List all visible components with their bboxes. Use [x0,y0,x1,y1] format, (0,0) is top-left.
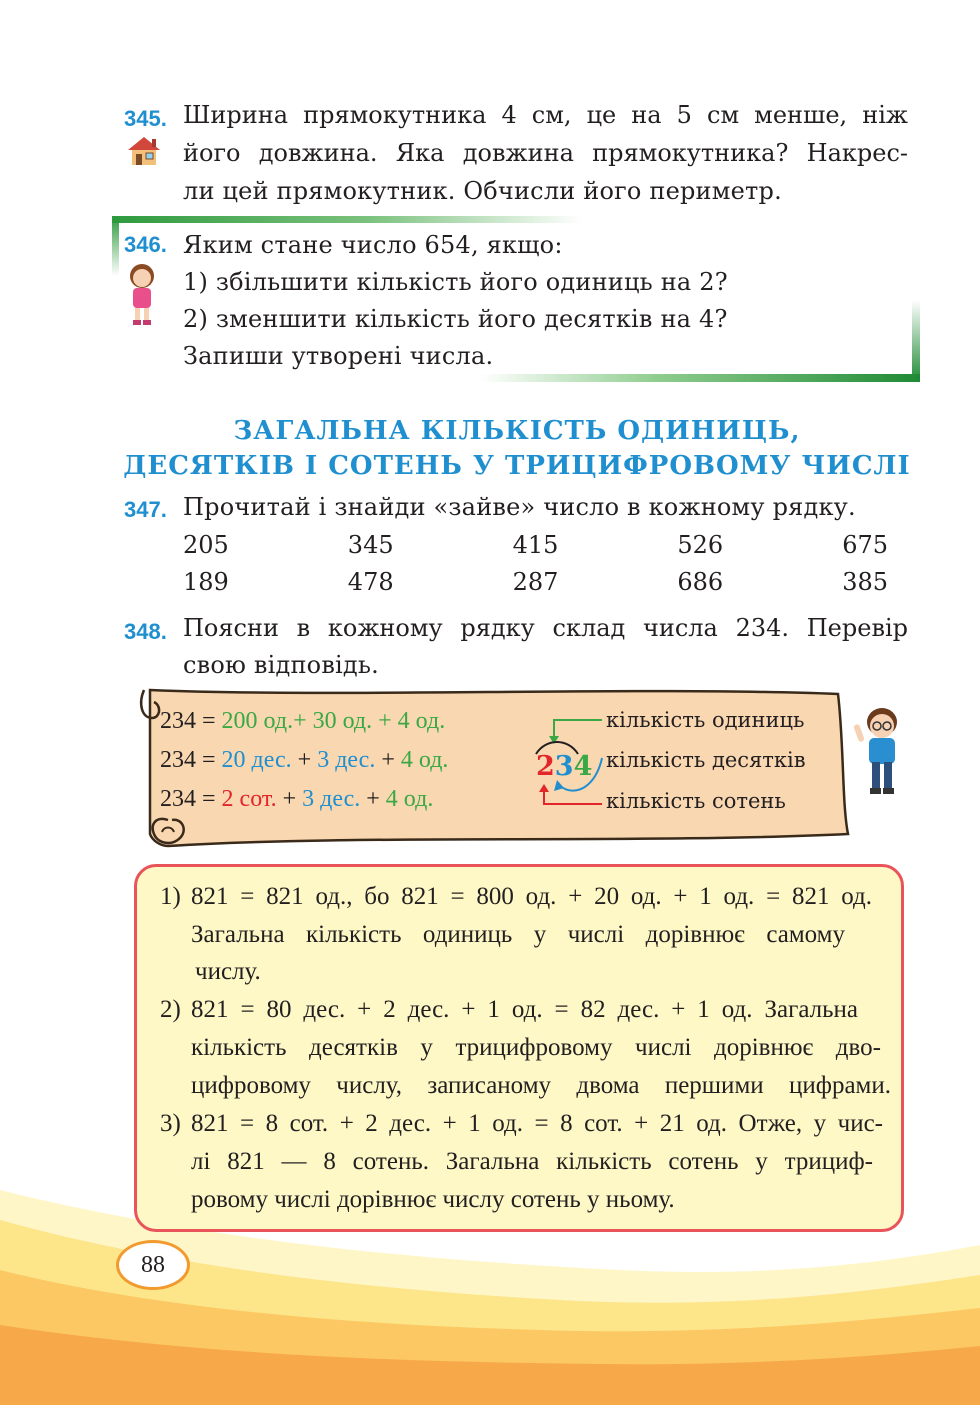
equation-operator: + [276,786,303,812]
rule-item-1-line-2: Загальна кількість одиниць у числі дорівнює самому [191,921,845,948]
equation-operator: + [360,786,386,812]
page-number: 88 [116,1240,190,1290]
label-tens: кількість десятків [606,748,806,772]
equation-term: + 4 од. [372,708,446,734]
exercise-347-row-1 [183,531,888,559]
label-ones: кількість одиниць [606,708,805,732]
rule-item-3-line-2: лі 821 — 8 сотень. Загальна кількість сотень у трициф- [191,1148,873,1175]
number-cell: 385 [842,568,888,596]
exercise-number-347: 347. [124,497,167,522]
equation-term: 3 дес. [317,747,376,773]
equation-term: 20 дес. [221,747,292,773]
number-234-digits [536,751,592,782]
equation-operator: + [375,747,401,773]
digit-hundreds: 2 [536,751,555,782]
exercise-346-line-2: 1) збільшити кількість його одиниць на 2? [183,268,728,296]
number-cell: 287 [512,568,559,596]
number-cell: 686 [677,568,724,596]
boy-illustration [852,702,908,798]
exercise-347-text: Прочитай і знайди «зайве» число в кожному рядку. [183,493,856,521]
exercise-346-line-3: 2) зменшити кількість його десятків на 4? [183,305,728,333]
digit-tens: 3 [554,751,574,782]
house-icon [126,135,162,167]
rule-item-3-marker: 3) [160,1110,181,1137]
equation-term: 3 дес. [302,786,361,812]
rule-item-3-line-1: 821 = 8 сот. + 2 дес. + 1 од. = 8 сот. + 21 од. Отже, у чис- [191,1110,883,1137]
equation-operator: + [291,747,318,773]
exercise-number-346: 346. [124,232,167,257]
number-cell: 415 [512,531,559,559]
number-cell: 478 [347,568,394,596]
scroll-equation-2 [160,747,448,774]
equation-term: + 30 од. [293,708,373,734]
rule-item-3-line-3: ровому числі дорівнює числу сотень у ньому. [191,1186,675,1213]
exercise-345-line-2: його довжина. Яка довжина прямокутника? Накрес- [183,139,908,167]
rule-item-2-line-1: 821 = 80 дес. + 2 дес. + 1 од. = 82 дес. + 1 од. Загальна [191,996,858,1023]
exercise-number-348: 348. [124,619,167,644]
exercise-346-frame-left [112,216,119,276]
section-heading-line-2: ДЕСЯТКІВ І СОТЕНЬ У ТРИЦИФРОВОМУ ЧИСЛІ [123,451,911,481]
number-cell: 205 [183,531,229,559]
equation-term: 2 сот. [221,786,277,812]
exercise-number-345: 345. [124,106,167,131]
exercise-345-line-1: Ширина прямокутника 4 см, це на 5 см менше, ніж [183,101,908,129]
exercise-346-frame-bottom [480,374,920,382]
equation-term: 4 од. [385,786,434,812]
section-heading-line-1: ЗАГАЛЬНА КІЛЬКІСТЬ ОДИНИЦЬ, [233,416,801,446]
exercise-345-line-3: ли цей прямокутник. Обчисли його периметр. [183,177,782,205]
number-cell: 526 [677,531,724,559]
number-cell: 675 [842,531,888,559]
digit-ones: 4 [573,751,593,782]
number-cell: 189 [183,568,229,596]
exercise-348-line-2: свою відповідь. [183,651,379,679]
number-cell: 345 [347,531,394,559]
rule-item-1-line-1: 821 = 821 од., бо 821 = 800 од. + 20 од. + 1 од. = 821 од. [191,883,872,910]
exercise-347-row-2 [183,568,888,596]
rule-item-2-line-2: кількість десятків у трицифровому числі дорівнює дво- [191,1034,881,1061]
exercise-346-line-4: Запиши утворені числа. [183,342,494,370]
exercise-346-frame-right [912,300,920,382]
equation-term: 4 од. [400,747,449,773]
girl-illustration [124,262,160,328]
rule-item-2-line-3: цифровому числу, записаному двома першими цифрами. [191,1072,891,1099]
exercise-346-line-1: Яким стане число 654, якщо: [183,231,563,259]
rule-item-1-line-3: числу. [195,958,261,985]
exercise-346-frame-top [112,216,582,223]
scroll-equation-3 [160,786,433,813]
exercise-348-line-1: Поясни в кожному рядку склад числа 234. Перевір [183,614,908,642]
label-hundreds: кількість сотень [606,789,786,813]
scroll-equation-1 [160,708,445,735]
equation-lhs: 234 = [160,747,222,773]
equation-lhs: 234 = [160,708,222,734]
rule-item-2-marker: 2) [160,996,181,1023]
equation-lhs: 234 = [160,786,222,812]
equation-term: 200 од. [221,708,294,734]
rule-item-1-marker: 1) [160,883,181,910]
